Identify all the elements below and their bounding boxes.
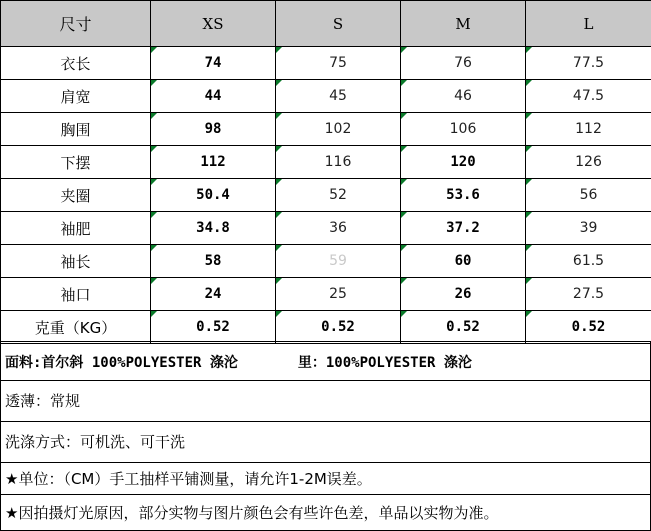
table-row — [1, 113, 651, 146]
cell-xs: 58 — [151, 245, 276, 278]
row-label: 胸围 — [1, 113, 151, 146]
table-row — [1, 278, 651, 311]
table-row — [1, 212, 651, 245]
table-header-row — [1, 1, 651, 47]
cell-l: 47.5 — [526, 80, 651, 113]
cell-l: 39 — [526, 212, 651, 245]
row-label: 袖肥 — [1, 212, 151, 245]
table-row — [1, 146, 651, 179]
table-row — [1, 245, 651, 278]
cell-s: 52 — [276, 179, 401, 212]
cell-m: 106 — [401, 113, 526, 146]
cell-l: 0.52 — [526, 311, 651, 344]
cell-s: 36 — [276, 212, 401, 245]
cell-m: 120 — [401, 146, 526, 179]
cell-l: 77.5 — [526, 47, 651, 80]
cell-l: 27.5 — [526, 278, 651, 311]
row-label: 下摆 — [1, 146, 151, 179]
cell-m: 46 — [401, 80, 526, 113]
row-label: 衣长 — [1, 47, 151, 80]
cell-s: 102 — [276, 113, 401, 146]
cell-xs: 44 — [151, 80, 276, 113]
row-label: 夹圈 — [1, 179, 151, 212]
cell-xs: 24 — [151, 278, 276, 311]
washing-note: 洗涤方式：可机洗、可干洗 — [0, 422, 651, 463]
fabric-text: 面料:首尔斜 100%POLYESTER 涤沦 — [5, 355, 238, 371]
unit-note: ★单位：（CM）手工抽样平铺测量，请允许1-2M误差。 — [0, 463, 651, 495]
header-cell-size: 尺寸 — [1, 1, 151, 47]
cell-xs: 34.8 — [151, 212, 276, 245]
lining-text: 里：100%POLYESTER 涤沦 — [298, 355, 472, 371]
row-label: 肩宽 — [1, 80, 151, 113]
header-cell-l: L — [526, 1, 651, 47]
cell-s: 116 — [276, 146, 401, 179]
table-row — [1, 47, 651, 80]
cell-s: 25 — [276, 278, 401, 311]
cell-l: 61.5 — [526, 245, 651, 278]
table-row — [1, 311, 651, 344]
cell-m: 53.6 — [401, 179, 526, 212]
cell-s: 0.52 — [276, 311, 401, 344]
notes-section — [0, 341, 651, 531]
cell-m: 60 — [401, 245, 526, 278]
cell-l: 112 — [526, 113, 651, 146]
faded-value: 59 — [329, 253, 347, 269]
cell-xs: 50.4 — [151, 179, 276, 212]
cell-xs: 0.52 — [151, 311, 276, 344]
cell-s — [276, 245, 401, 278]
cell-s: 75 — [276, 47, 401, 80]
disclaimer-note: ★因拍摄灯光原因，部分实物与图片颜色会有些许色差，单品以实物为准。 — [0, 495, 651, 531]
cell-xs: 112 — [151, 146, 276, 179]
cell-m: 76 — [401, 47, 526, 80]
cell-m: 0.52 — [401, 311, 526, 344]
fabric-note — [0, 341, 651, 381]
row-label: 袖长 — [1, 245, 151, 278]
header-cell-m: M — [401, 1, 526, 47]
cell-m: 26 — [401, 278, 526, 311]
cell-xs: 98 — [151, 113, 276, 146]
thickness-note: 透薄：常规 — [0, 381, 651, 422]
table-row — [1, 80, 651, 113]
cell-xs: 74 — [151, 47, 276, 80]
header-cell-xs: XS — [151, 1, 276, 47]
row-label: 袖口 — [1, 278, 151, 311]
cell-l: 126 — [526, 146, 651, 179]
cell-l: 56 — [526, 179, 651, 212]
table-row — [1, 179, 651, 212]
row-label: 克重（KG） — [1, 311, 151, 344]
cell-m: 37.2 — [401, 212, 526, 245]
cell-s: 45 — [276, 80, 401, 113]
header-cell-s: S — [276, 1, 401, 47]
